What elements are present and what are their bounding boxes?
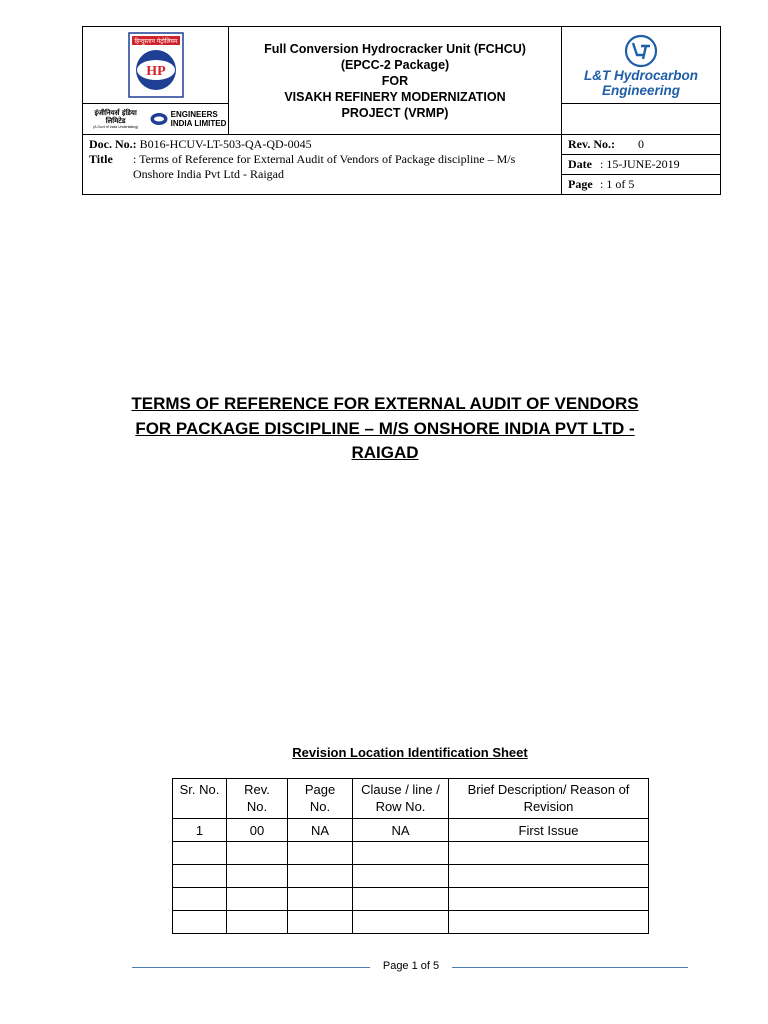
cell-sr-no (173, 842, 227, 865)
cell-clause (353, 842, 449, 865)
project-line-5: PROJECT (VRMP) (341, 105, 449, 120)
cell-description (449, 865, 649, 888)
date-label: Date (568, 157, 592, 171)
cell-description (449, 888, 649, 911)
cell-clause (353, 911, 449, 934)
cell-rev-no (227, 911, 288, 934)
doc-no-label: Doc. No.: (89, 137, 137, 151)
cell-page-no (288, 911, 353, 934)
table-row (173, 865, 649, 888)
table-row (173, 888, 649, 911)
date-value: : 15-JUNE-2019 (600, 157, 680, 171)
document-title: TERMS OF REFERENCE FOR EXTERNAL AUDIT OF VENDORS FOR PACKAGE DISCIPLINE – M/S ONSHORE INDIA PVT LTD - RAIGAD (131, 394, 639, 462)
eil-name-line2: INDIA LIMITED (170, 119, 227, 128)
lt-brand-line1: L&T Hydrocarbon (583, 68, 698, 83)
cell-sr-no (173, 911, 227, 934)
cell-page-no (288, 865, 353, 888)
cell-sr-no (173, 888, 227, 911)
eil-hindi-name: इंजीनियर्स इंडिया लिमिटेड (94, 108, 137, 125)
eil-logo-icon (150, 112, 168, 126)
project-line-4: VISAKH REFINERY MODERNIZATION (284, 89, 506, 104)
cell-rev-no (227, 865, 288, 888)
header-clause: Clause / line / Row No. (353, 779, 449, 819)
title-value: : Terms of Reference for External Audit of Vendors of Package discipline – M/s Onshore India Pvt Ltd - Raigad (133, 152, 516, 181)
hp-logo-cell (83, 27, 229, 104)
doc-meta-right (562, 135, 721, 195)
table-row (173, 911, 649, 934)
eil-logo-cell (83, 104, 229, 135)
header-rev-no: Rev. No. (227, 779, 288, 819)
lt-blank-cell (562, 104, 721, 135)
table-row (173, 819, 649, 842)
document-header (82, 26, 721, 195)
cell-sr-no: 1 (173, 819, 227, 842)
cell-description (449, 842, 649, 865)
revision-table-header (173, 779, 649, 819)
page-value: : 1 of 5 (600, 177, 635, 191)
project-title-cell (229, 27, 562, 135)
cell-rev-no: 00 (227, 819, 288, 842)
eil-name-line1: ENGINEERS (170, 110, 218, 119)
project-line-2: (EPCC-2 Package) (340, 57, 450, 72)
cell-sr-no (173, 865, 227, 888)
project-line-3: FOR (381, 73, 409, 88)
cell-page-no (288, 842, 353, 865)
cell-description: First Issue (449, 819, 649, 842)
header-description: Brief Description/ Reason of Revision (449, 779, 649, 819)
cell-clause (353, 865, 449, 888)
cell-rev-no (227, 888, 288, 911)
doc-no-value: B016-HCUV-LT-503-QA-QD-0045 (139, 137, 312, 151)
lt-logo-icon (624, 34, 658, 68)
cell-description (449, 911, 649, 934)
title-label: Title (89, 152, 113, 166)
hp-logo-hindi-text: हिन्दुस्तान पेट्रोलियम (133, 38, 178, 45)
hp-mark: HP (145, 64, 166, 79)
revision-sheet-title: Revision Location Identification Sheet (292, 745, 528, 760)
header-sr-no: Sr. No. (173, 779, 227, 819)
revision-table (172, 778, 649, 934)
hp-logo (128, 32, 184, 98)
table-row (173, 842, 649, 865)
cell-rev-no (227, 842, 288, 865)
eil-tagline: (A Govt of India Undertaking) (93, 124, 139, 129)
cell-page-no: NA (288, 819, 353, 842)
footer-page-number: Page 1 of 5 (382, 960, 440, 972)
page-label: Page (568, 177, 593, 191)
cell-clause: NA (353, 819, 449, 842)
cell-clause (353, 888, 449, 911)
lt-brand-line2: Engineering (601, 83, 680, 98)
doc-meta-left (83, 135, 562, 195)
rev-no-value: 0 (638, 137, 644, 151)
rev-no-label: Rev. No.: (568, 137, 615, 151)
header-page-no: Page No. (288, 779, 353, 819)
lt-logo-cell (562, 27, 721, 104)
footer-rule-right (452, 967, 688, 968)
cell-page-no (288, 888, 353, 911)
footer-rule-left (132, 967, 370, 968)
project-line-1: Full Conversion Hydrocracker Unit (FCHCU) (264, 41, 526, 56)
